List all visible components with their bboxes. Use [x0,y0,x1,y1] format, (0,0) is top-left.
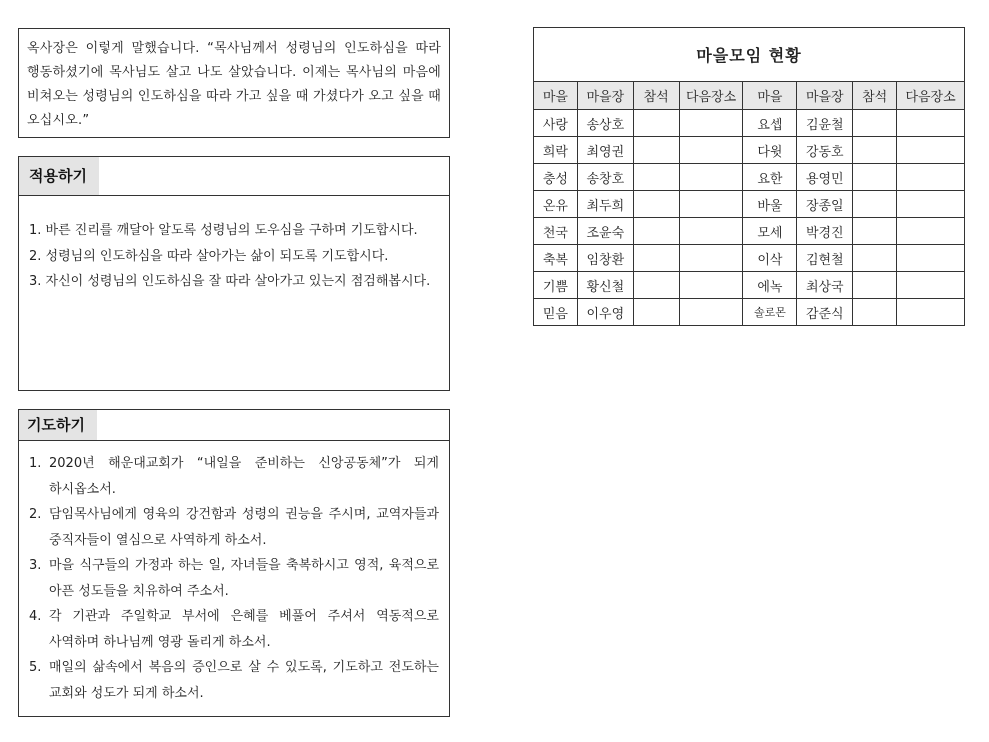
apply-header [19,157,449,196]
quote-box [18,28,450,138]
table-cell [679,164,743,191]
prayer-item-text: 2020년 해운대교회가 “내일을 준비하는 신앙공동체”가 되게 하시옵소서. [49,456,439,497]
prayer-item [29,553,439,604]
column-header: 다음장소 [897,82,965,110]
table-cell [679,137,743,164]
apply-list [19,196,449,295]
table-cell [633,299,679,326]
column-header: 마을 [534,82,578,110]
table-cell [633,272,679,299]
table-cell [853,191,897,218]
apply-section [18,156,450,391]
table-row [534,218,965,245]
table-cell: 장종일 [797,191,853,218]
table-cell [897,137,965,164]
table-cell: 임창환 [577,245,633,272]
table-cell: 충성 [534,164,578,191]
prayer-item-number: 5. [29,660,42,675]
table-cell [853,110,897,137]
table-header-row [534,82,965,110]
table-cell [897,218,965,245]
table-cell [897,245,965,272]
prayer-item-number: 4. [29,609,42,624]
table-cell [853,164,897,191]
table-cell: 다윗 [743,137,797,164]
table-cell: 황신철 [577,272,633,299]
table-cell [853,245,897,272]
village-table-title: 마을모임 현황 [534,28,965,82]
table-cell: 축복 [534,245,578,272]
prayer-title: 기도하기 [19,410,97,440]
table-cell [633,137,679,164]
prayer-item-text: 담임목사님에게 영육의 강건함과 성령의 권능을 주시며, 교역자들과 중직자들이 열심으로 사역하게 하소서. [49,507,439,548]
table-cell [897,110,965,137]
prayer-item-text: 각 기관과 주일학교 부서에 은혜를 베풀어 주셔서 역동적으로 사역하며 하나님께 영광 돌리게 하소서. [49,609,439,650]
table-cell: 김현철 [797,245,853,272]
table-cell [853,299,897,326]
prayer-item-number: 1. [29,456,42,471]
table-cell: 희락 [534,137,578,164]
table-cell: 조윤숙 [577,218,633,245]
prayer-item [29,502,439,553]
table-cell: 용영민 [797,164,853,191]
table-cell: 최두희 [577,191,633,218]
column-header: 마을 [743,82,797,110]
table-cell [679,110,743,137]
table-cell [633,218,679,245]
table-cell: 에녹 [743,272,797,299]
table-cell: 박경진 [797,218,853,245]
table-cell: 믿음 [534,299,578,326]
prayer-item-number: 3. [29,558,42,573]
table-cell [853,218,897,245]
table-cell: 사랑 [534,110,578,137]
apply-title: 적용하기 [19,157,99,195]
table-cell: 송상호 [577,110,633,137]
column-header: 마을장 [577,82,633,110]
table-cell: 최영권 [577,137,633,164]
table-row [534,299,965,326]
table-cell [633,191,679,218]
table-cell: 송창호 [577,164,633,191]
table-cell: 김윤철 [797,110,853,137]
prayer-item [29,451,439,502]
table-cell [679,272,743,299]
table-row [534,191,965,218]
table-cell [679,191,743,218]
table-cell: 강동호 [797,137,853,164]
apply-item: 1. 바른 진리를 깨달아 알도록 성령님의 도우심을 구하며 기도합시다. [29,223,418,238]
table-cell [633,245,679,272]
table-cell: 최상국 [797,272,853,299]
prayer-item [29,604,439,655]
table-cell: 이삭 [743,245,797,272]
table-row [534,110,965,137]
table-row [534,137,965,164]
table-cell [633,110,679,137]
table-cell: 요셉 [743,110,797,137]
prayer-list [19,441,449,706]
quote-text: 옥사장은 이렇게 말했습니다. “목사님께서 성령님의 인도하심을 따라 행동하셨기에 목사님도 살고 나도 살았습니다. 이제는 목사님의 마음에 비쳐오는 성령님의 인도하심을 따라 가고 싶을 때 가셨다가 오고 싶을 때 오십시오.” [27,41,441,128]
prayer-item-text: 마을 식구들의 가정과 하는 일, 자녀들을 축복하시고 영적, 육적으로 아픈 성도들을 치유하여 주소서. [49,558,439,599]
table-cell [679,218,743,245]
table-row [534,245,965,272]
prayer-item [29,655,439,706]
table-cell: 이우영 [577,299,633,326]
prayer-item-number: 2. [29,507,42,522]
table-cell [897,164,965,191]
prayer-item-text: 매일의 삶속에서 복음의 증인으로 살 수 있도록, 기도하고 전도하는 교회와 성도가 되게 하소서. [49,660,439,701]
table-cell: 기쁨 [534,272,578,299]
column-header: 마을장 [797,82,853,110]
prayer-section [18,409,450,717]
table-cell: 온유 [534,191,578,218]
prayer-header [19,410,449,441]
table-cell [897,191,965,218]
table-cell [679,299,743,326]
table-cell [897,299,965,326]
column-header: 참석 [633,82,679,110]
apply-item: 2. 성령님의 인도하심을 따라 살아가는 삶이 되도록 기도합시다. [29,248,389,264]
table-cell: 바울 [743,191,797,218]
table-cell: 모세 [743,218,797,245]
table-cell [633,164,679,191]
column-header: 다음장소 [679,82,743,110]
village-table [533,27,965,326]
table-cell [897,272,965,299]
village-table-grid [533,27,965,326]
table-body [534,110,965,326]
column-header: 참석 [853,82,897,110]
table-cell [679,245,743,272]
table-row [534,164,965,191]
table-cell: 천국 [534,218,578,245]
apply-item: 3. 자신이 성령님의 인도하심을 잘 따라 살아가고 있는지 점검해봅시다. [29,274,431,289]
table-cell [853,272,897,299]
table-cell: 감준식 [797,299,853,326]
table-row [534,272,965,299]
table-cell [853,137,897,164]
table-cell: 솔로몬 [743,299,797,326]
table-cell: 요한 [743,164,797,191]
